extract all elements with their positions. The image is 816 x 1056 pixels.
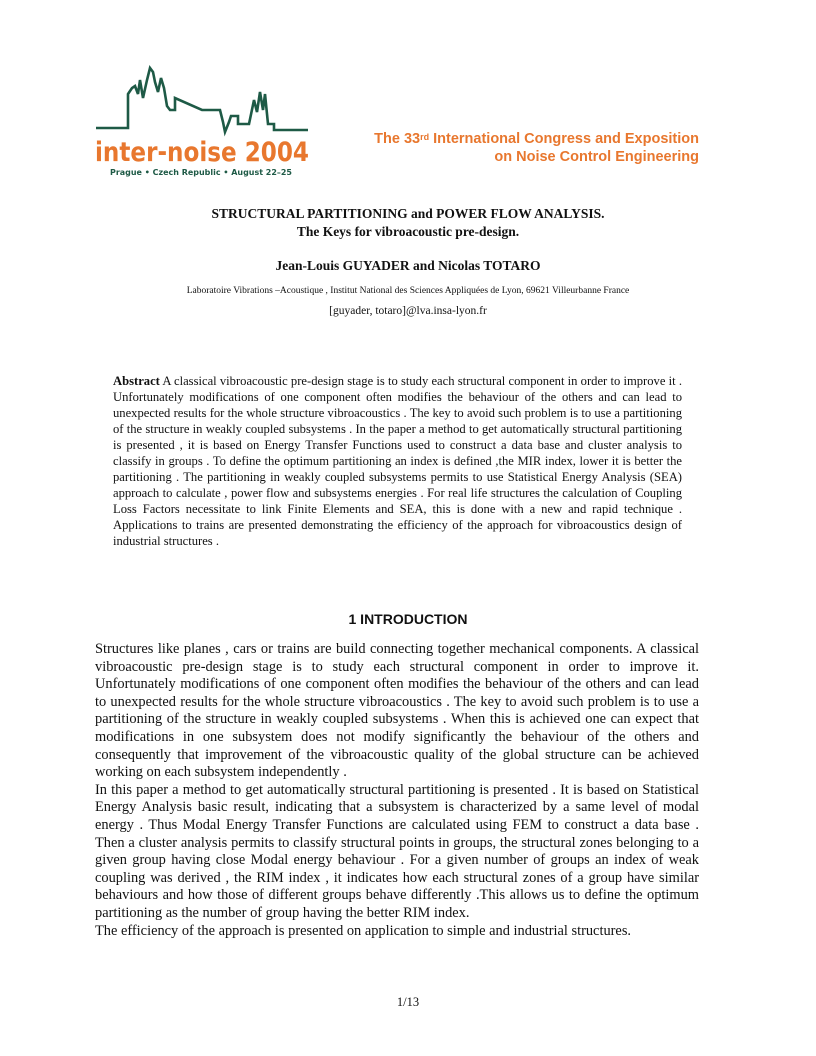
- paper-authors: Jean-Louis GUYADER and Nicolas TOTARO: [275, 258, 541, 273]
- abstract-label: Abstract: [113, 374, 160, 388]
- abstract: [113, 373, 682, 549]
- introduction-paragraph: Structures like planes , cars or trains are build connecting together mechanical components. A classical vibroacoustic pre-design stage is to study each structural component in order to improve it. Unfortunately modifications of one component often modifies the behaviour of the others and can lead to unexpected results for the whole structure vibroacoustics . The key to avoid such problem is to use a partitioning of the structure in weakly coupled subsystems . When this is achieved one can expect that modifications in one subsystem does not modify significantly the behaviour of the others and consequently that improvement of the vibroacoustic quality of the global structure can be achieved working on each subsystem independently .: [95, 641, 699, 781]
- conference-title-line2: on Noise Control Engineering: [494, 149, 699, 165]
- section-heading-introduction: 1 INTRODUCTION: [348, 611, 468, 627]
- abstract-text: A classical vibroacoustic pre-design stage is to study each structural component in order to improve it . Unfortunately modifications of one component often modifies the behaviour of the others and can lead to unexpected results for the whole structure vibroacoustics . The key to avoid such problem is to use a partitioning of the structure in weakly coupled subsystems . In the paper a method to get automatically structural partitioning is presented , it is based on Energy Transfer Functions used to construct a data base and cluster analysis to classify in groups . To define the optimum partitioning an index is defined ,the MIR index, lower it is better the partitioning . The partitioning in weakly coupled subsystems permits to use Statistical Energy Analysis (SEA) approach to calculate , power flow and subsystems energies . For real life structures the calculation of Coupling Loss Factors necessitate to link Finite Elements and SEA, this is done with a new and rapid technique . Applications to trains are presented demonstrating the efficiency of the approach for vibroacoustics design of industrial structures .: [113, 374, 682, 548]
- inter-noise-2004-logo: [92, 66, 314, 178]
- conference-title: [374, 130, 699, 166]
- page-number: 1/13: [396, 995, 420, 1009]
- logo-tagline: Prague • Czech Republic • August 22–25: [110, 168, 292, 177]
- introduction-paragraph: The efficiency of the approach is presented on application to simple and industrial structures.: [95, 922, 632, 939]
- paper-title: STRUCTURAL PARTITIONING and POWER FLOW ANALYSIS.: [211, 206, 605, 221]
- introduction-body: [95, 641, 699, 940]
- author-affiliation: Laboratoire Vibrations –Acoustique , Institut National des Sciences Appliquées de Lyon, 69621 Villeurbanne France: [186, 286, 630, 296]
- introduction-paragraph: In this paper a method to get automatically structural partitioning is presented . It is based on Statistical Energy Analysis basic result, indicating that a subsystem is characterized by a same level of modal energy . Thus Modal Energy Transfer Functions are calculated using FEM to construct a data base . Then a cluster analysis permits to classify structural points in groups, the structural zones belonging to a given group having close Modal energy behaviour . For a given number of groups an index of weak coupling was derived , the RIM index , it indicates how each structural zones of a group have similar behaviours and how those of different groups behave differently .This allows us to define the optimum partitioning as the number of group having the better RIM index.: [95, 781, 699, 921]
- conference-title-line1: The 33rd International Congress and Exposition: [374, 131, 699, 147]
- prague-skyline-icon: [96, 68, 308, 132]
- logo-wordmark: inter-noise 2004: [95, 137, 309, 168]
- author-email: [guyader, totaro]@lva.insa-lyon.fr: [329, 305, 487, 317]
- paper-subtitle: The Keys for vibroacoustic pre-design.: [296, 224, 520, 239]
